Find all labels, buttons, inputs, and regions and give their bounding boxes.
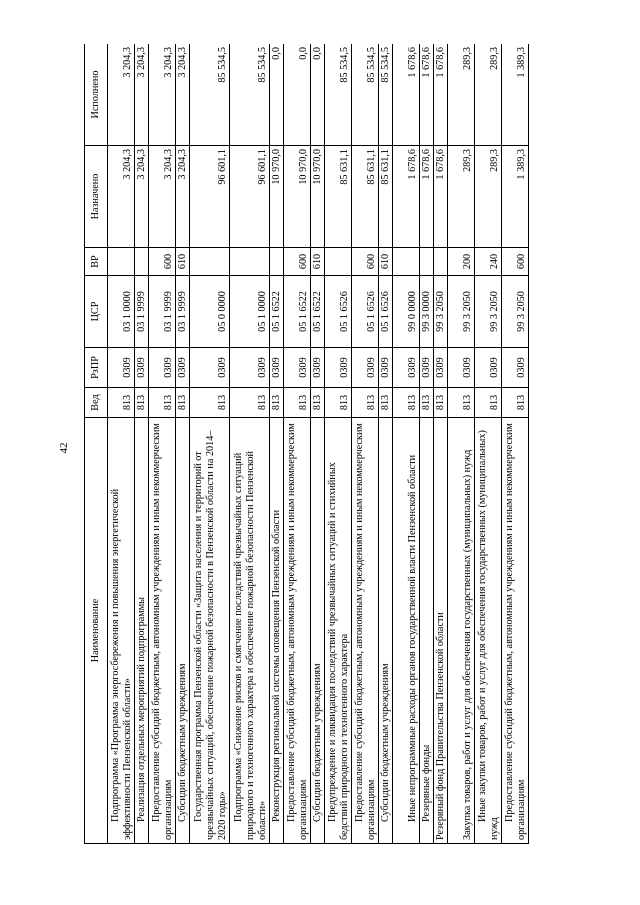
budget-table bbox=[84, 44, 529, 844]
row-ved: 813 bbox=[352, 388, 379, 418]
row-csr: 05 1 6522 bbox=[284, 276, 311, 348]
row-ved: 813 bbox=[475, 388, 502, 418]
row-rzpr: 0309 bbox=[311, 348, 325, 388]
row-csr: 05 0 0000 bbox=[190, 276, 230, 348]
row-executed: 85 534,5 bbox=[352, 44, 379, 146]
row-rzpr: 0309 bbox=[420, 348, 434, 388]
row-ved: 813 bbox=[270, 388, 284, 418]
budget-table-container bbox=[84, 44, 605, 844]
row-csr: 99 3 2050 bbox=[448, 276, 475, 348]
row-name: Подпрограмма «Программа энергосбережения и повышения энергетической эффективности Пензенской области» bbox=[108, 418, 135, 844]
row-ved: 813 bbox=[420, 388, 434, 418]
row-csr: 03 1 9999 bbox=[176, 276, 190, 348]
row-executed: 289,3 bbox=[448, 44, 475, 146]
table-row bbox=[270, 44, 284, 844]
row-executed: 1 678,6 bbox=[420, 44, 434, 146]
row-vr bbox=[108, 248, 135, 276]
row-vr: 600 bbox=[502, 248, 529, 276]
row-assigned: 3 204,3 bbox=[149, 146, 176, 248]
row-rzpr: 0309 bbox=[190, 348, 230, 388]
row-name: Субсидии бюджетным учреждениям bbox=[176, 418, 190, 844]
row-ved: 813 bbox=[190, 388, 230, 418]
row-csr: 99 3 2050 bbox=[502, 276, 529, 348]
row-name: Предоставление субсидий бюджетным, автономным учреждениям и иным некоммерческим организациям bbox=[284, 418, 311, 844]
row-assigned: 3 204,3 bbox=[176, 146, 190, 248]
row-rzpr: 0309 bbox=[135, 348, 149, 388]
row-rzpr: 0309 bbox=[325, 348, 352, 388]
row-csr: 05 1 6526 bbox=[352, 276, 379, 348]
row-vr bbox=[325, 248, 352, 276]
row-vr bbox=[393, 248, 420, 276]
table-row bbox=[379, 44, 393, 844]
header-name: Наименование bbox=[85, 418, 108, 844]
row-vr: 240 bbox=[475, 248, 502, 276]
row-csr: 05 1 0000 bbox=[230, 276, 270, 348]
row-name: Предоставление субсидий бюджетным, автономным учреждениям и иным некоммерческим организациям bbox=[149, 418, 176, 844]
row-assigned: 85 631,1 bbox=[379, 146, 393, 248]
row-assigned: 96 601,1 bbox=[190, 146, 230, 248]
row-assigned: 289,3 bbox=[475, 146, 502, 248]
row-executed: 1 389,3 bbox=[502, 44, 529, 146]
row-name: Государственная программа Пензенской области «Защита населения и территорий от чрезвычайных ситуаций, обеспечение пожарной безопасности в Пензенской области на 2014–2020 годы» bbox=[190, 418, 230, 844]
header-ved: Вед bbox=[85, 388, 108, 418]
row-rzpr: 0309 bbox=[379, 348, 393, 388]
row-csr: 05 1 6522 bbox=[270, 276, 284, 348]
row-executed: 85 534,5 bbox=[379, 44, 393, 146]
row-assigned: 3 204,3 bbox=[108, 146, 135, 248]
table-row bbox=[176, 44, 190, 844]
row-ved: 813 bbox=[284, 388, 311, 418]
row-ved: 813 bbox=[502, 388, 529, 418]
row-name: Предупреждение и ликвидация последствий чрезвычайных ситуаций и стихийных бедствий природного и техногенного характера bbox=[325, 418, 352, 844]
row-executed: 3 204,3 bbox=[108, 44, 135, 146]
table-row bbox=[284, 44, 311, 844]
row-name: Реконструкция региональной системы оповещения Пензенской области bbox=[270, 418, 284, 844]
row-csr: 05 1 6526 bbox=[379, 276, 393, 348]
row-rzpr: 0309 bbox=[448, 348, 475, 388]
row-executed: 85 534,5 bbox=[325, 44, 352, 146]
row-rzpr: 0309 bbox=[284, 348, 311, 388]
row-assigned: 289,3 bbox=[448, 146, 475, 248]
table-row bbox=[108, 44, 135, 844]
row-name: Резервный фонд Правительства Пензенской области bbox=[434, 418, 448, 844]
row-name: Иные закупки товаров, работ и услуг для обеспечения государственных (муниципальных) нужд bbox=[475, 418, 502, 844]
row-csr: 99 3 2050 bbox=[434, 276, 448, 348]
row-ved: 813 bbox=[311, 388, 325, 418]
table-row bbox=[475, 44, 502, 844]
header-csr: ЦСР bbox=[85, 276, 108, 348]
row-csr: 99 3 0000 bbox=[420, 276, 434, 348]
row-executed: 289,3 bbox=[475, 44, 502, 146]
row-ved: 813 bbox=[448, 388, 475, 418]
row-csr: 05 1 6522 bbox=[311, 276, 325, 348]
row-executed: 0,0 bbox=[270, 44, 284, 146]
row-name: Закупка товаров, работ и услуг для обеспечения государственных (муниципальных) нужд bbox=[448, 418, 475, 844]
header-assigned: Назначено bbox=[85, 146, 108, 248]
row-executed: 3 204,3 bbox=[149, 44, 176, 146]
row-rzpr: 0309 bbox=[352, 348, 379, 388]
page-number: 42 bbox=[58, 442, 70, 454]
row-assigned: 1 678,6 bbox=[393, 146, 420, 248]
row-assigned: 85 631,1 bbox=[325, 146, 352, 248]
header-executed: Исполнено bbox=[85, 44, 108, 146]
row-vr: 600 bbox=[284, 248, 311, 276]
row-assigned: 1 389,3 bbox=[502, 146, 529, 248]
table-row bbox=[352, 44, 379, 844]
row-ved: 813 bbox=[108, 388, 135, 418]
table-row bbox=[190, 44, 230, 844]
row-ved: 813 bbox=[135, 388, 149, 418]
row-vr bbox=[135, 248, 149, 276]
table-header-row bbox=[85, 44, 108, 844]
table-row bbox=[325, 44, 352, 844]
row-assigned: 10 970,0 bbox=[311, 146, 325, 248]
row-rzpr: 0309 bbox=[230, 348, 270, 388]
row-vr: 200 bbox=[448, 248, 475, 276]
row-rzpr: 0309 bbox=[149, 348, 176, 388]
row-ved: 813 bbox=[149, 388, 176, 418]
row-csr: 03 1 9999 bbox=[149, 276, 176, 348]
table-row bbox=[448, 44, 475, 844]
row-name: Реализация отдельных мероприятий подпрограммы bbox=[135, 418, 149, 844]
row-name: Резервные фонды bbox=[420, 418, 434, 844]
row-executed: 3 204,3 bbox=[176, 44, 190, 146]
table-row bbox=[502, 44, 529, 844]
row-assigned: 3 204,3 bbox=[135, 146, 149, 248]
table-row bbox=[434, 44, 448, 844]
row-csr: 99 3 2050 bbox=[475, 276, 502, 348]
row-vr bbox=[230, 248, 270, 276]
row-assigned: 1 678,6 bbox=[420, 146, 434, 248]
row-vr: 610 bbox=[311, 248, 325, 276]
table-row bbox=[420, 44, 434, 844]
row-ved: 813 bbox=[176, 388, 190, 418]
row-name: Иные непрограммные расходы органов государственной власти Пензенской области bbox=[393, 418, 420, 844]
row-vr bbox=[434, 248, 448, 276]
row-ved: 813 bbox=[434, 388, 448, 418]
row-rzpr: 0309 bbox=[475, 348, 502, 388]
row-name: Субсидии бюджетным учреждениям bbox=[311, 418, 325, 844]
row-ved: 813 bbox=[325, 388, 352, 418]
row-ved: 813 bbox=[393, 388, 420, 418]
table-row bbox=[311, 44, 325, 844]
row-csr: 03 1 9999 bbox=[135, 276, 149, 348]
row-vr bbox=[190, 248, 230, 276]
row-assigned: 96 601,1 bbox=[230, 146, 270, 248]
row-vr: 610 bbox=[176, 248, 190, 276]
table-row bbox=[393, 44, 420, 844]
row-vr bbox=[270, 248, 284, 276]
row-rzpr: 0309 bbox=[270, 348, 284, 388]
row-rzpr: 0309 bbox=[393, 348, 420, 388]
row-vr: 600 bbox=[352, 248, 379, 276]
table-row bbox=[135, 44, 149, 844]
row-executed: 85 534,5 bbox=[190, 44, 230, 146]
table-row bbox=[230, 44, 270, 844]
row-vr: 600 bbox=[149, 248, 176, 276]
row-rzpr: 0309 bbox=[176, 348, 190, 388]
row-csr: 05 1 6526 bbox=[325, 276, 352, 348]
row-assigned: 85 631,1 bbox=[352, 146, 379, 248]
header-rzpr: РзПР bbox=[85, 348, 108, 388]
row-rzpr: 0309 bbox=[502, 348, 529, 388]
row-name: Предоставление субсидий бюджетным, автономным учреждениям и иным некоммерческим организациям bbox=[502, 418, 529, 844]
row-vr bbox=[420, 248, 434, 276]
row-name: Субсидии бюджетным учреждениям bbox=[379, 418, 393, 844]
row-ved: 813 bbox=[230, 388, 270, 418]
row-executed: 3 204,3 bbox=[135, 44, 149, 146]
row-name: Подпрограмма «Снижение рисков и смягчение последствий чрезвычайных ситуаций природного и техногенного характера и обеспечение пожарной безопасности Пензенской области» bbox=[230, 418, 270, 844]
row-executed: 0,0 bbox=[311, 44, 325, 146]
row-rzpr: 0309 bbox=[108, 348, 135, 388]
row-executed: 1 678,6 bbox=[434, 44, 448, 146]
row-assigned: 1 678,6 bbox=[434, 146, 448, 248]
row-assigned: 10 970,0 bbox=[284, 146, 311, 248]
row-executed: 85 534,5 bbox=[230, 44, 270, 146]
row-vr: 610 bbox=[379, 248, 393, 276]
rotated-page-area bbox=[84, 44, 605, 844]
row-csr: 03 1 0000 bbox=[108, 276, 135, 348]
row-name: Предоставление субсидий бюджетным, автономным учреждениям и иным некоммерческим организациям bbox=[352, 418, 379, 844]
row-executed: 0,0 bbox=[284, 44, 311, 146]
row-executed: 1 678,6 bbox=[393, 44, 420, 146]
row-ved: 813 bbox=[379, 388, 393, 418]
table-row bbox=[149, 44, 176, 844]
row-csr: 99 0 0000 bbox=[393, 276, 420, 348]
row-rzpr: 0309 bbox=[434, 348, 448, 388]
header-vr: ВР bbox=[85, 248, 108, 276]
row-assigned: 10 970,0 bbox=[270, 146, 284, 248]
